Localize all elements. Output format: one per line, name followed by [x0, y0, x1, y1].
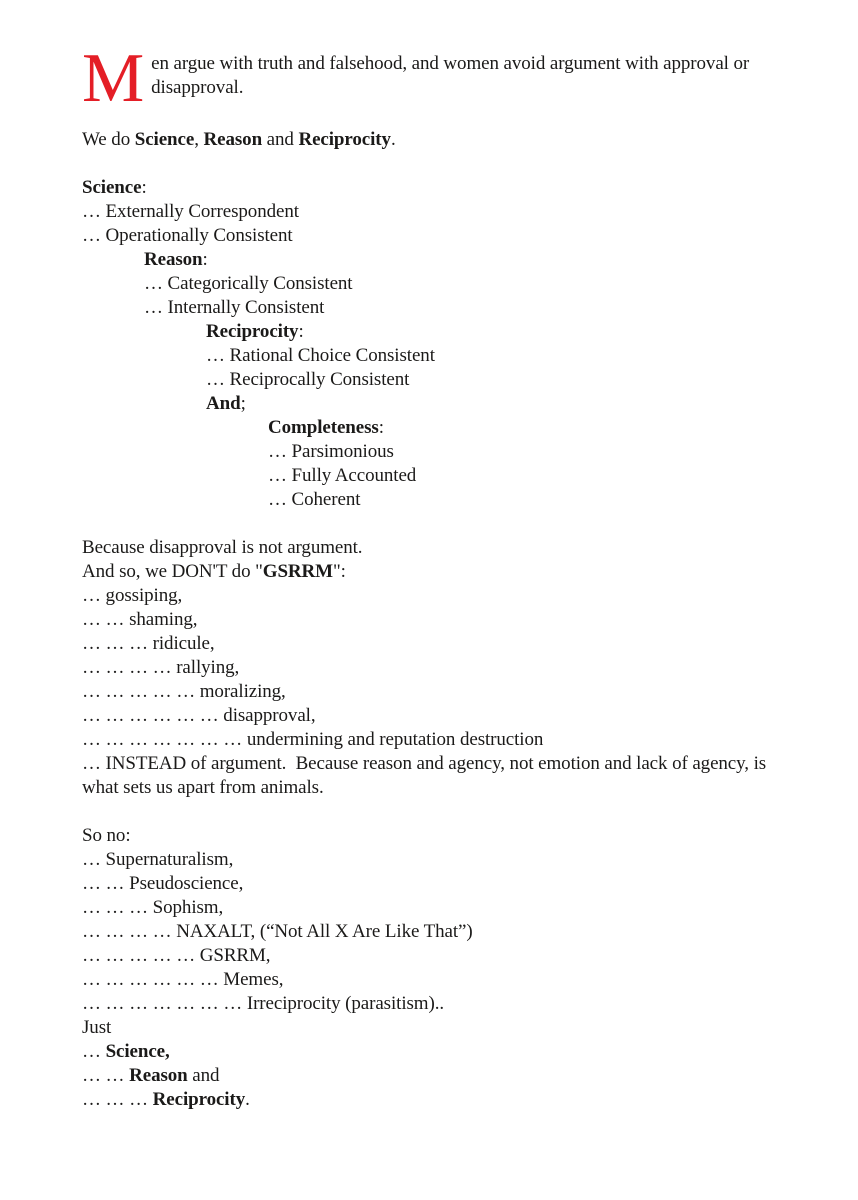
text-line: [82, 344, 790, 368]
text-segment: … Externally Correspondent: [82, 201, 299, 222]
blank-line: [82, 104, 790, 128]
blank-line: [82, 152, 790, 176]
text-segment: … Fully Accounted: [268, 465, 417, 486]
bold-text-segment: Reason: [144, 249, 203, 270]
text-line: [82, 704, 790, 728]
text-segment: … Reciprocally Consistent: [206, 369, 410, 390]
text-segment: :: [298, 321, 304, 342]
paragraph-lead: [82, 40, 790, 117]
text-segment: …: [82, 1041, 106, 1062]
text-segment: … … … … … … … undermining and reputation destruction: [82, 729, 544, 750]
text-segment: … Operationally Consistent: [82, 225, 293, 246]
text-segment: So no:: [82, 825, 131, 846]
text-segment: .: [245, 1089, 250, 1110]
text-line: [82, 224, 790, 248]
text-segment: :: [202, 249, 208, 270]
bold-text-segment: Reciprocity: [152, 1089, 246, 1110]
text-segment: … … …: [82, 1089, 153, 1110]
text-line: [82, 824, 790, 848]
text-line: [82, 560, 790, 584]
text-segment: … gossiping,: [82, 585, 183, 606]
text-line: [82, 1088, 790, 1112]
text-line: [82, 248, 790, 272]
text-segment: … Coherent: [268, 489, 361, 510]
text-segment: ;: [240, 393, 246, 414]
text-line: [82, 392, 790, 416]
dropcap-letter: M: [82, 40, 145, 117]
text-segment: And so, we DON'T do ": [82, 561, 263, 582]
text-line: [82, 656, 790, 680]
bold-text-segment: And: [206, 393, 241, 414]
text-line: [82, 368, 790, 392]
text-segment: … …: [82, 1065, 130, 1086]
bold-text-segment: Reciprocity: [206, 321, 299, 342]
text-line: [82, 320, 790, 344]
text-segment: :: [378, 417, 384, 438]
text-segment: ":: [333, 561, 346, 582]
text-line: [82, 680, 790, 704]
text-segment: … … … … … … disapproval,: [82, 705, 316, 726]
text-segment: .: [390, 129, 396, 150]
text-segment: … Categorically Consistent: [144, 273, 353, 294]
text-segment: … … shaming,: [82, 609, 198, 630]
text-line: [82, 848, 790, 872]
lead-text: en argue with truth and falsehood, and women avoid argument with approval or disapproval.: [151, 53, 750, 98]
document-body: [82, 104, 790, 1112]
text-segment: … … … … NAXALT, (“Not All X Are Like That”): [82, 921, 473, 942]
text-line: [82, 1016, 790, 1040]
text-segment: … Parsimonious: [268, 441, 394, 462]
text-line: [82, 488, 790, 512]
text-segment: … … Pseudoscience,: [82, 873, 244, 894]
text-segment: Just: [82, 1017, 112, 1038]
bold-text-segment: Completeness: [268, 417, 379, 438]
text-line: [82, 176, 790, 200]
text-line: [82, 872, 790, 896]
text-segment: … Internally Consistent: [144, 297, 325, 318]
text-line: [82, 752, 790, 800]
text-segment: … … … … rallying,: [82, 657, 240, 678]
text-line: [82, 584, 790, 608]
text-segment: We do: [82, 129, 135, 150]
text-segment: ,: [194, 129, 204, 150]
text-segment: … … … Sophism,: [82, 897, 224, 918]
text-segment: … INSTEAD of argument. Because reason and agency, not emotion and lack of agency, is what sets us apart from animals.: [82, 753, 767, 798]
text-segment: … … … … … moralizing,: [82, 681, 286, 702]
text-line: [82, 416, 790, 440]
text-line: [82, 1040, 790, 1064]
text-segment: … … … … … GSRRM,: [82, 945, 271, 966]
text-line: [82, 440, 790, 464]
bold-text-segment: Science: [82, 177, 142, 198]
text-line: [82, 464, 790, 488]
text-segment: and: [187, 1065, 220, 1086]
text-line: [82, 896, 790, 920]
text-segment: … Supernaturalism,: [82, 849, 234, 870]
text-line: [82, 1064, 790, 1088]
text-line: [82, 968, 790, 992]
blank-line: [82, 512, 790, 536]
text-line: [82, 944, 790, 968]
blank-line: [82, 800, 790, 824]
text-segment: … … … … … … … Irreciprocity (parasitism)..: [82, 993, 444, 1014]
text-segment: :: [141, 177, 147, 198]
text-line: [82, 296, 790, 320]
text-line: [82, 992, 790, 1016]
bold-text-segment: Reason: [129, 1065, 188, 1086]
text-line: [82, 272, 790, 296]
text-segment: … … … ridicule,: [82, 633, 215, 654]
text-line: [82, 920, 790, 944]
text-segment: and: [262, 129, 299, 150]
bold-text-segment: Reason: [203, 129, 263, 150]
text-segment: … … … … … … Memes,: [82, 969, 284, 990]
bold-text-segment: Reciprocity: [298, 129, 391, 150]
text-line: [82, 632, 790, 656]
text-segment: Because disapproval is not argument.: [82, 537, 363, 558]
text-segment: … Rational Choice Consistent: [206, 345, 435, 366]
text-line: [82, 200, 790, 224]
text-line: [82, 728, 790, 752]
text-line: [82, 128, 790, 152]
bold-text-segment: Science,: [105, 1041, 170, 1062]
text-line: [82, 608, 790, 632]
text-line: [82, 536, 790, 560]
bold-text-segment: GSRRM: [262, 561, 334, 582]
bold-text-segment: Science: [134, 129, 195, 150]
